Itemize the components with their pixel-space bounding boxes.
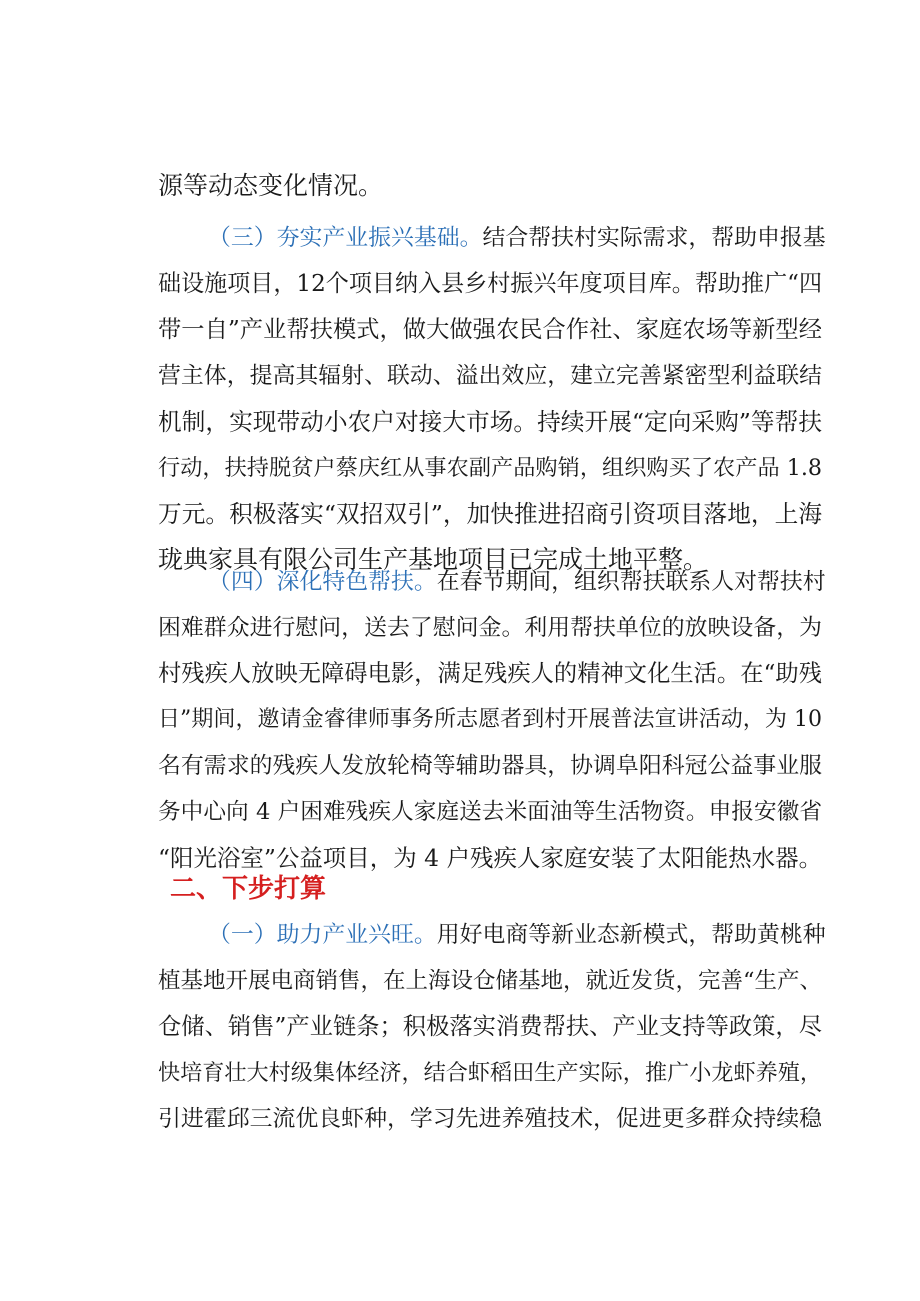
text-line: 困难群众进行慰问，送去了慰问金。利用帮扶单位的放映设备，为: [158, 615, 822, 641]
text-line: 务中心向 4 户困难残疾人家庭送去米面油等生活物资。申报安徽省: [158, 799, 822, 825]
text-line: 仓储、销售”产业链条；积极落实消费帮扶、产业支持等政策，尽: [158, 1013, 822, 1040]
text-line: 名有需求的残疾人发放轮椅等辅助器具，协调阜阳科冠公益事业服: [158, 753, 822, 779]
paragraph-special-assistance: [158, 559, 826, 881]
text-line: 机制，实现带动小农户对接大市场。持续开展“定向采购”等帮扶: [158, 408, 822, 436]
text-line: 营主体，提高其辐射、联动、溢出效应，建立完善紧密型利益联结: [158, 363, 822, 389]
subheading-4: （四）深化特色帮扶。: [208, 569, 437, 595]
text-line: 万元。积极落实“双招双引”，加快推进招商引资项目落地，上海: [158, 500, 822, 528]
text-line: 行动，扶持脱贫户蔡庆红从事农副产品购销，组织购买了农产品 1.8: [158, 455, 822, 481]
subheading-1: （一）助力产业兴旺。: [208, 922, 437, 948]
text-line: 础设施项目，12个项目纳入县乡村振兴年度项目库。帮助推广“四: [158, 271, 822, 297]
text-line: 快培育壮大村级集体经济，结合虾稻田生产实际，推广小龙虾养殖，: [158, 1060, 822, 1086]
text-line: “阳光浴室”公益项目，为 4 户残疾人家庭安装了太阳能热水器。: [158, 844, 823, 872]
section-heading-next-steps: 二、下步打算: [170, 874, 327, 904]
text-line: （四）深化特色帮扶。在春节期间，组织帮扶联系人对帮扶村: [208, 569, 826, 595]
text-line: （三）夯实产业振兴基础。结合帮扶村实际需求，帮助申报基: [208, 225, 826, 251]
paragraph-industry-prosperity: [158, 912, 826, 1142]
paragraph-continuation: [158, 163, 822, 209]
text-line: 引进霍邱三流优良虾种，学习先进养殖技术，促进更多群众持续稳: [158, 1106, 822, 1132]
text-line: 植基地开展电商销售，在上海设仓储基地，就近发货，完善“生产、: [158, 968, 822, 994]
text-line: 村残疾人放映无障碍电影，满足残疾人的精神文化生活。在“助残: [158, 660, 822, 687]
text-line: （一）助力产业兴旺。用好电商等新业态新模式，帮助黄桃种: [208, 922, 826, 948]
subheading-3: （三）夯实产业振兴基础。: [208, 225, 483, 251]
text-line: 带一自”产业帮扶模式，做大做强农民合作社、家庭农场等新型经: [158, 316, 822, 343]
text-line: 珑典家具有限公司生产基地项目已完成土地平整。: [158, 545, 709, 574]
paragraph-industry-revitalization: [158, 215, 826, 583]
text-line: 源等动态变化情况。: [158, 171, 384, 200]
text-line: 日”期间，邀请金睿律师事务所志愿者到村开展普法宣讲活动，为 10: [158, 707, 822, 732]
